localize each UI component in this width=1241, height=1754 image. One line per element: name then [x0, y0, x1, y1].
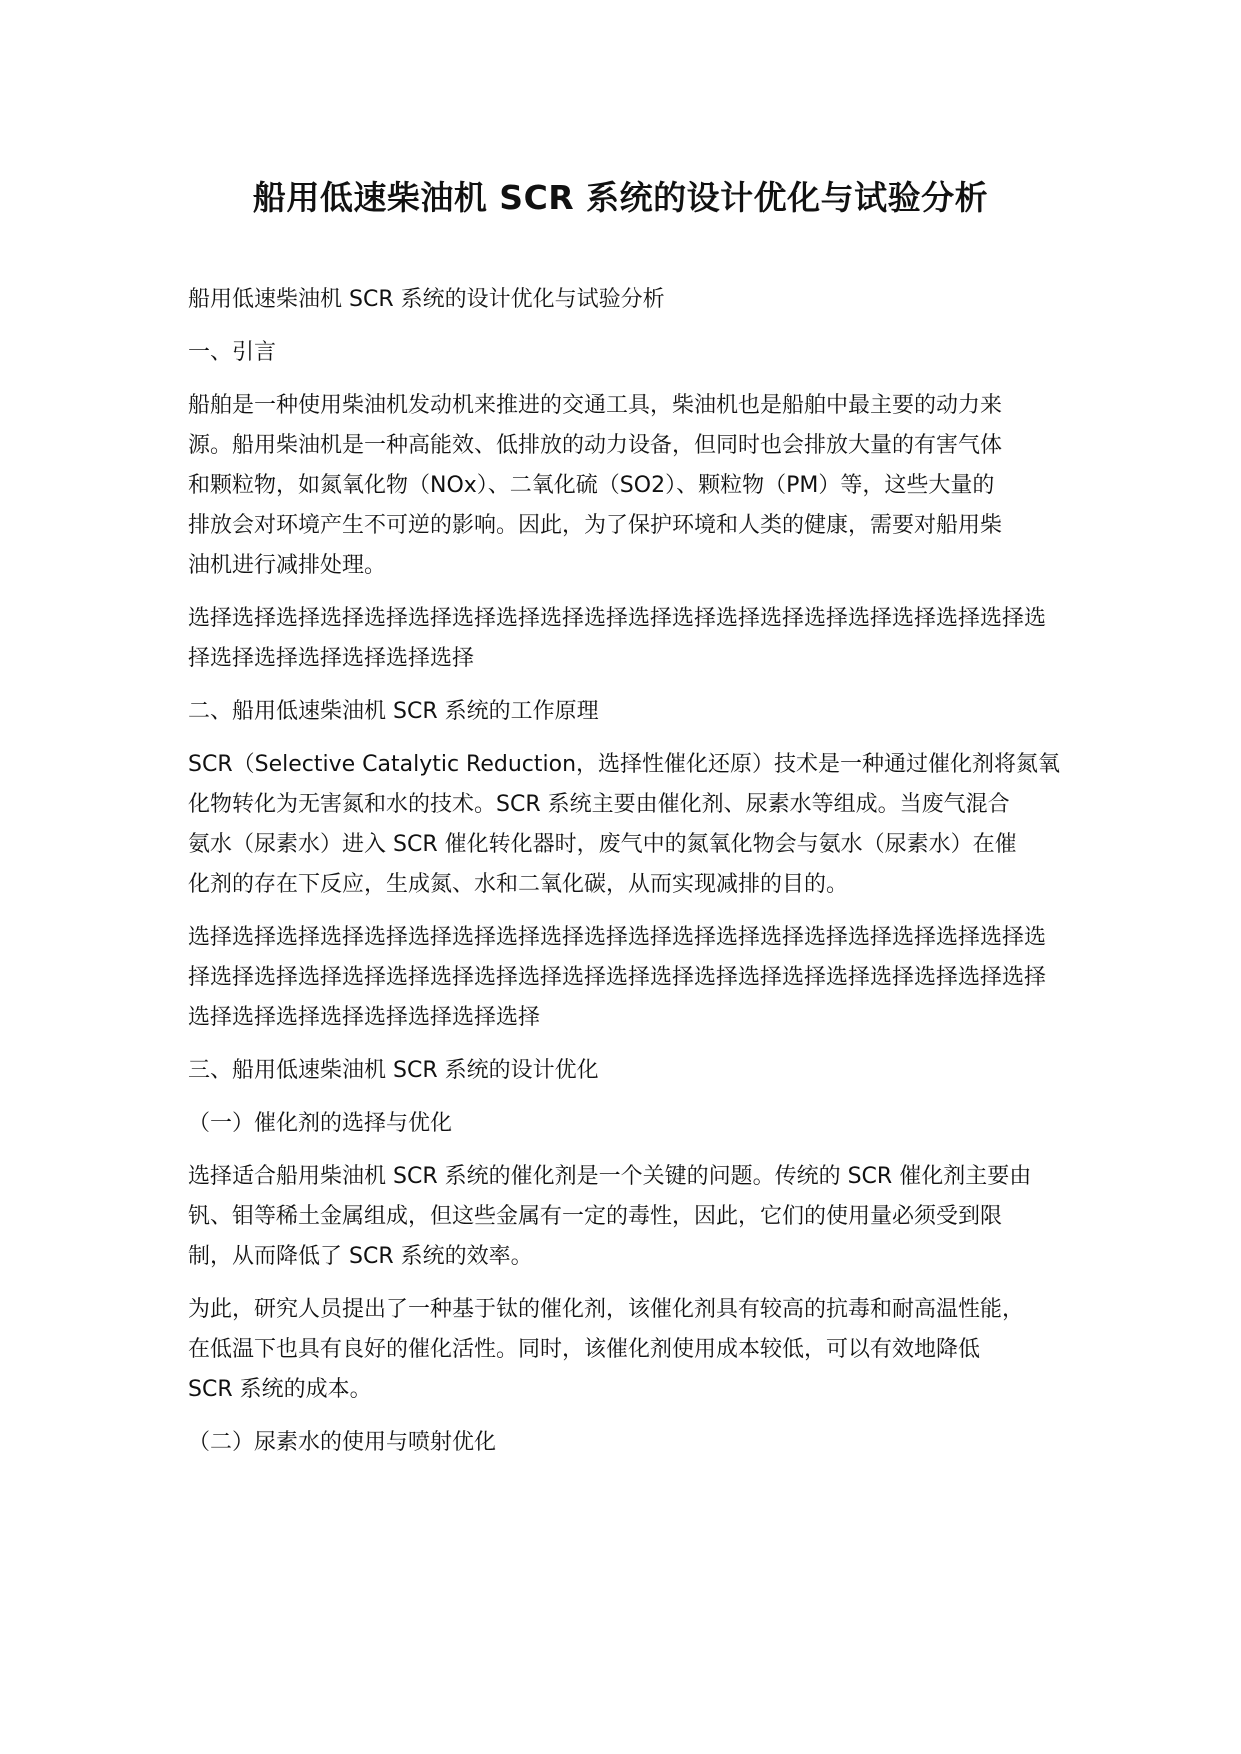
paragraph-titanium-catalyst [188, 1290, 1078, 1410]
text-line: 选择适合船用柴油机 SCR 系统的催化剂是一个关键的问题。传统的 SCR 催化剂主要由 [188, 1164, 1032, 1189]
text-line: 化物转化为无害氮和水的技术。SCR 系统主要由催化剂、尿素水等组成。当废气混合 [188, 792, 1010, 817]
text-line: 氨水（尿素水）进入 SCR 催化转化器时，废气中的氮氧化物会与氨水（尿素水）在催 [188, 832, 1017, 857]
text-line: 二、船用低速柴油机 SCR 系统的工作原理 [188, 699, 599, 724]
text-line: 选择选择选择选择选择选择选择选择选择选择选择选择选择选择选择选择选择选择选择选 [188, 925, 1047, 950]
subsection-heading-urea-injection [188, 1423, 1078, 1463]
text-line: 择选择选择选择选择选择选择选择选择选择选择选择选择选择选择选择选择选择选择选择 [188, 965, 1047, 990]
text-line: 和颗粒物，如氮氧化物（NOx）、二氧化硫（SO2）、颗粒物（PM）等，这些大量的 [188, 473, 995, 498]
paragraph-filler-2 [188, 918, 1078, 1038]
text-line: 船舶是一种使用柴油机发动机来推进的交通工具，柴油机也是船舶中最主要的动力来 [188, 393, 1003, 418]
paragraph-filler-1 [188, 599, 1078, 679]
paragraph-introduction [188, 386, 1078, 586]
text-line: 制，从而降低了 SCR 系统的效率。 [188, 1244, 533, 1269]
text-line: 选择选择选择选择选择选择选择选择 [188, 1005, 541, 1030]
text-line: SCR 系统的成本。 [188, 1377, 372, 1402]
document-title: 船用低速柴油机 SCR 系统的设计优化与试验分析 [252, 178, 989, 217]
text-line: 为此，研究人员提出了一种基于钛的催化剂，该催化剂具有较高的抗毒和耐高温性能， [188, 1297, 1025, 1322]
text-line: （一）催化剂的选择与优化 [188, 1111, 453, 1136]
text-line: 排放会对环境产生不可逆的影响。因此，为了保护环境和人类的健康，需要对船用柴 [188, 513, 1003, 538]
text-line: 在低温下也具有良好的催化活性。同时，该催化剂使用成本较低，可以有效地降低 [188, 1337, 981, 1362]
text-line: 油机进行减排处理。 [188, 553, 387, 578]
paragraph-working-principle [188, 745, 1078, 905]
subsection-heading-catalyst [188, 1104, 1078, 1144]
section-heading-introduction [188, 333, 1078, 373]
text-line: 化剂的存在下反应，生成氮、水和二氧化碳，从而实现减排的目的。 [188, 872, 849, 897]
section-heading-design-optimization [188, 1051, 1078, 1091]
text-line: 钒、钼等稀土金属组成，但这些金属有一定的毒性，因此，它们的使用量必须受到限 [188, 1204, 1003, 1229]
subtitle-paragraph [188, 280, 1078, 320]
text-line: 一、引言 [188, 340, 277, 365]
document-body [188, 280, 1078, 1476]
text-line: 选择选择选择选择选择选择选择选择选择选择选择选择选择选择选择选择选择选择选择选 [188, 606, 1047, 631]
section-heading-working-principle [188, 692, 1078, 732]
text-line: SCR（Selective Catalytic Reduction，选择性催化还原）技术是一种通过催化剂将氮氧 [188, 752, 1061, 777]
text-line: 三、船用低速柴油机 SCR 系统的设计优化 [188, 1058, 599, 1083]
text-line: 源。船用柴油机是一种高能效、低排放的动力设备，但同时也会排放大量的有害气体 [188, 433, 1003, 458]
text-line: 择选择选择选择选择选择选择 [188, 646, 475, 671]
paragraph-catalyst-selection [188, 1157, 1078, 1277]
text-line: （二）尿素水的使用与喷射优化 [188, 1430, 497, 1455]
text-line: 船用低速柴油机 SCR 系统的设计优化与试验分析 [188, 287, 665, 312]
